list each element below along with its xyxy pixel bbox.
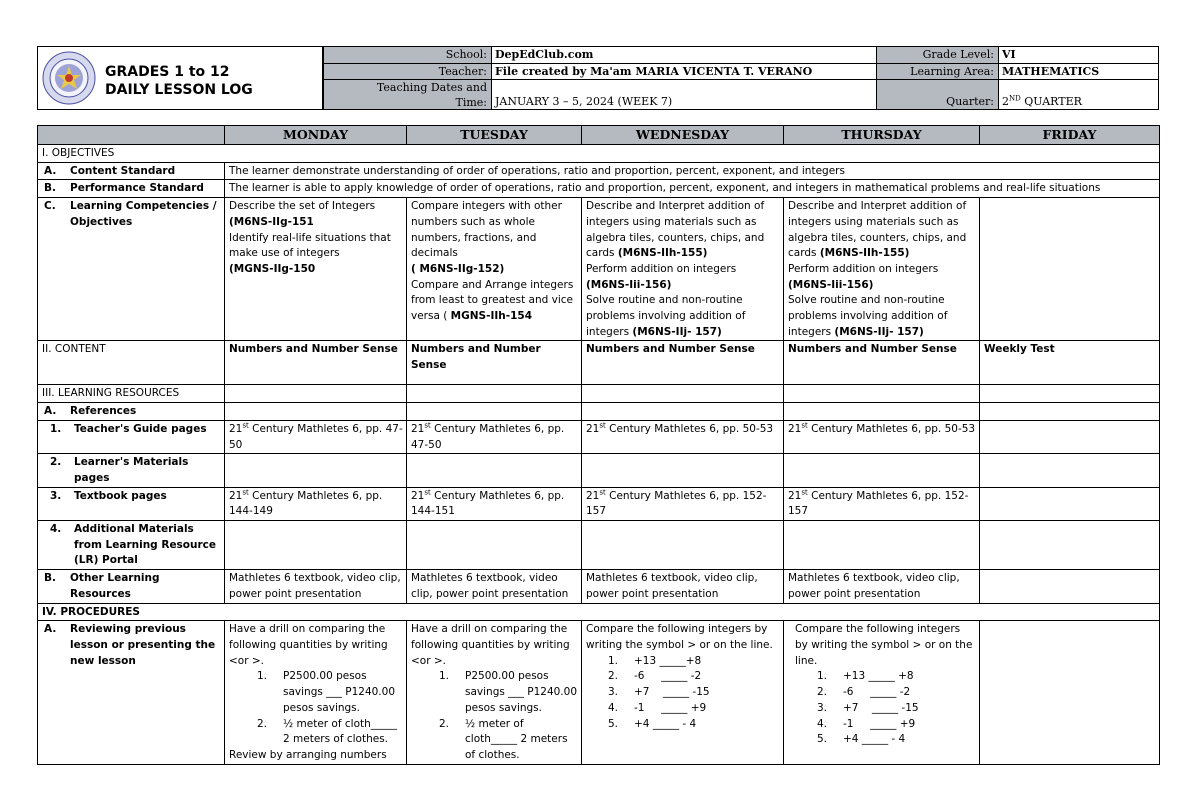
table-row — [38, 487, 1160, 520]
item-number: 5. — [817, 733, 828, 746]
empty-cell — [980, 570, 1160, 603]
list-item — [608, 669, 780, 685]
reference-text: Century Mathletes 6, pp. 144-149 — [229, 489, 383, 518]
reference-text: Century Mathletes 6, pp. 144-151 — [411, 489, 565, 518]
row-label-other-resources — [38, 570, 225, 603]
day-header-wednesday: WEDNESDAY — [582, 126, 784, 145]
row-label-reviewing — [38, 621, 225, 764]
row-label: Content Standard — [70, 164, 176, 177]
teachers-guide-monday — [225, 420, 407, 453]
competencies-monday — [225, 198, 407, 341]
competency-code: (M6NS-IIh-155) — [617, 247, 708, 260]
empty-cell — [582, 454, 784, 487]
competency-code: (M6NS-IIg-151 — [229, 215, 314, 228]
title-line-1: GRADES 1 to 12 — [105, 64, 230, 80]
dates-value: JANUARY 3 – 5, 2024 (WEEK 7) — [495, 95, 673, 108]
reference-text: Century Mathletes 6, pp. 50-53 — [807, 422, 976, 435]
row-label: Learner's Materials pages — [74, 456, 189, 484]
content-wednesday: Numbers and Number Sense — [582, 341, 784, 385]
table-row — [38, 521, 1160, 570]
teacher-label: Teacher: — [323, 64, 491, 79]
item-text: ½ meter of cloth_____ 2 meters of clothes. — [283, 717, 398, 746]
competency-text-part: Describe and Interpret addition of integers using materials such as algebra tiles, counters, chips, and cards — [788, 200, 967, 260]
learning-area-label: Learning Area: — [876, 64, 998, 79]
header-block — [37, 46, 1159, 110]
procedure-text: Review by arranging numbers — [229, 748, 387, 761]
header-title-cell — [38, 47, 323, 109]
list-item — [817, 685, 976, 701]
competency-code: (MGNS-IIg-150 — [229, 262, 316, 275]
edition-number: 21 — [586, 489, 600, 502]
edition-number: 21 — [586, 422, 600, 435]
grade-label: Grade Level: — [876, 47, 998, 63]
grade-value: VI — [1002, 48, 1016, 61]
other-resources-tuesday: Mathletes 6 textbook, video clip, power point presentation — [407, 570, 582, 603]
learning-area-value: MATHEMATICS — [1002, 65, 1100, 78]
competency-code: MGNS-IIh-154 — [450, 310, 533, 323]
divider — [876, 47, 877, 109]
other-resources-wednesday: Mathletes 6 textbook, video clip, power point presentation — [582, 570, 784, 603]
competency-text: Perform addition on integers — [788, 262, 939, 275]
row-label: References — [70, 405, 137, 418]
competency-text: Describe the set of Integers — [229, 200, 376, 213]
procedure-list — [586, 654, 780, 733]
content-friday: Weekly Test — [980, 341, 1160, 385]
item-number: 2. — [817, 686, 828, 699]
item-number: 1. — [817, 670, 828, 683]
procedure-intro: Have a drill on comparing the following quantities by writing <or >. — [229, 623, 388, 667]
edition-number: 21 — [229, 422, 243, 435]
item-number: 2. — [608, 670, 619, 683]
row-label: Additional Materials from Learning Resource (LR) Portal — [74, 523, 217, 567]
table-row — [38, 603, 1160, 621]
empty-cell — [980, 521, 1160, 570]
row-number: 3. — [50, 489, 62, 502]
ordinal-suffix: st — [599, 421, 606, 430]
reference-text: Century Mathletes 6, pp. 47-50 — [229, 422, 403, 451]
row-number: 4. — [50, 523, 62, 536]
row-label-content-standard — [38, 162, 225, 180]
item-text: -1 _____ +9 — [843, 717, 916, 730]
title-line-2: DAILY LESSON LOG — [105, 82, 253, 98]
day-header-row — [38, 126, 1160, 145]
list-item — [817, 732, 976, 748]
table-row — [38, 454, 1160, 487]
item-number: 2. — [257, 717, 268, 730]
teachers-guide-tuesday — [407, 420, 582, 453]
competency-text — [586, 199, 780, 262]
competency-text: Identify real-life situations that make use of integers — [229, 231, 391, 260]
table-row — [38, 420, 1160, 453]
empty-cell — [980, 420, 1160, 453]
page-title — [105, 63, 253, 99]
item-number: 5. — [608, 717, 619, 730]
content-monday: Numbers and Number Sense — [225, 341, 407, 385]
empty-cell — [784, 385, 980, 403]
list-item — [257, 669, 403, 716]
empty-cell — [407, 385, 582, 403]
empty-cell — [980, 385, 1160, 403]
item-number: 3. — [817, 701, 828, 714]
list-item — [608, 717, 780, 733]
ordinal-suffix: st — [801, 421, 808, 430]
ordinal-suffix: st — [599, 488, 606, 497]
table-row — [38, 403, 1160, 421]
table-row — [38, 145, 1160, 163]
row-label: Learning Competencies / Objectives — [70, 200, 217, 228]
competency-code: (M6NS-IIj- 157) — [834, 325, 924, 338]
item-text: P2500.00 pesos savings ___ P1240.00 pesos savings. — [283, 670, 396, 714]
day-header-monday: MONDAY — [225, 126, 407, 145]
reviewing-thursday — [784, 621, 980, 764]
item-number: 1. — [439, 670, 450, 683]
item-number: 1. — [608, 654, 619, 667]
day-header-tuesday: TUESDAY — [407, 126, 582, 145]
edition-number: 21 — [229, 489, 243, 502]
empty-cell — [225, 454, 407, 487]
reference-text: Century Mathletes 6, pp. 152-157 — [586, 489, 767, 518]
empty-cell — [225, 521, 407, 570]
procedure-list — [795, 669, 976, 748]
item-text: +13 _____+8 — [634, 654, 702, 667]
other-resources-thursday: Mathletes 6 textbook, video clip, power point presentation — [784, 570, 980, 603]
item-text: +13 _____ +8 — [843, 670, 914, 683]
row-label: Teacher's Guide pages — [74, 422, 207, 435]
reference-text: Century Mathletes 6, pp. 152-157 — [788, 489, 969, 518]
competencies-thursday — [784, 198, 980, 341]
empty-cell — [980, 487, 1160, 520]
content-thursday: Numbers and Number Sense — [784, 341, 980, 385]
reviewing-wednesday — [582, 621, 784, 764]
day-header-thursday: THURSDAY — [784, 126, 980, 145]
list-item — [608, 654, 780, 670]
table-row — [38, 162, 1160, 180]
list-item — [817, 717, 976, 733]
dates-label-line-2: Time: — [455, 96, 487, 109]
section-heading-objectives: I. OBJECTIVES — [38, 145, 1160, 163]
edition-number: 21 — [411, 489, 425, 502]
section-heading-content: II. CONTENT — [38, 341, 225, 385]
quarter-label: Quarter: — [876, 80, 998, 109]
procedure-intro: Compare the following integers by writing the symbol > or on the line. — [795, 623, 973, 667]
row-label: Other Learning Resources — [70, 572, 160, 600]
empty-cell — [407, 403, 582, 421]
blank-header-cell — [38, 126, 225, 145]
empty-cell — [980, 621, 1160, 764]
teachers-guide-thursday — [784, 420, 980, 453]
table-row — [38, 570, 1160, 603]
performance-standard-text: The learner is able to apply knowledge of order of operations, ratio and proportion, percent, exponent, and integers in mathematical problems and real-life situations — [225, 180, 1160, 198]
competency-text — [788, 199, 976, 262]
row-label-competencies — [38, 198, 225, 341]
competencies-friday — [980, 198, 1160, 341]
header-info-grid — [323, 47, 1158, 109]
item-text: +7 _____ -15 — [634, 686, 710, 699]
empty-cell — [582, 403, 784, 421]
reference-text: Century Mathletes 6, pp. 50-53 — [605, 422, 774, 435]
empty-cell — [582, 385, 784, 403]
edition-number: 21 — [788, 422, 802, 435]
competency-code: (M6NS-Iii-156) — [586, 278, 672, 291]
divider — [323, 79, 1158, 80]
divider — [491, 47, 492, 109]
item-text: P2500.00 pesos savings ___ P1240.00 pesos savings. — [465, 670, 578, 714]
reviewing-monday — [225, 621, 407, 764]
row-number: 2. — [50, 456, 62, 469]
edition-number: 21 — [411, 422, 425, 435]
list-item — [439, 717, 578, 764]
textbook-monday — [225, 487, 407, 520]
ordinal-suffix: st — [801, 488, 808, 497]
dates-label — [323, 80, 491, 109]
empty-cell — [784, 521, 980, 570]
empty-cell — [582, 521, 784, 570]
row-number: A. — [44, 164, 57, 177]
list-item — [608, 701, 780, 717]
competency-text-part: Describe and Interpret addition of integers using materials such as algebra tiles, counters, chips, and cards — [586, 200, 765, 260]
section-heading-procedures: IV. PROCEDURES — [38, 603, 1160, 621]
textbook-tuesday — [407, 487, 582, 520]
empty-cell — [225, 403, 407, 421]
competency-text: Perform addition on integers — [586, 262, 737, 275]
empty-cell — [784, 403, 980, 421]
competency-text-part: Compare and Arrange integers from least to greatest and vice versa ( — [411, 278, 574, 323]
row-label-performance-standard — [38, 180, 225, 198]
reviewing-tuesday — [407, 621, 582, 764]
row-label: Reviewing previous lesson or presenting the new lesson — [70, 623, 216, 667]
empty-cell — [407, 454, 582, 487]
row-label-textbook — [38, 487, 225, 520]
item-number: 4. — [608, 701, 619, 714]
row-number: B. — [44, 572, 56, 585]
school-label: School: — [323, 47, 491, 63]
ordinal-suffix: st — [424, 488, 431, 497]
row-number: 1. — [50, 422, 62, 435]
reference-text: Century Mathletes 6, pp. 47-50 — [411, 422, 565, 451]
item-number: 4. — [817, 717, 828, 730]
edition-number: 21 — [788, 489, 802, 502]
table-row — [38, 341, 1160, 385]
row-label: Textbook pages — [74, 489, 167, 502]
divider — [323, 47, 324, 109]
textbook-wednesday — [582, 487, 784, 520]
item-text: +7 _____ -15 — [843, 701, 919, 714]
divider — [323, 63, 1158, 64]
ordinal-suffix: st — [242, 488, 249, 497]
row-number: C. — [44, 200, 56, 213]
deped-seal-icon — [42, 51, 96, 105]
table-row — [38, 385, 1160, 403]
empty-cell — [784, 454, 980, 487]
competencies-tuesday — [407, 198, 582, 341]
table-row — [38, 621, 1160, 764]
empty-cell — [980, 454, 1160, 487]
competency-code: (M6NS-IIh-155) — [819, 247, 910, 260]
row-label-additional-materials — [38, 521, 225, 570]
row-label-learners-materials — [38, 454, 225, 487]
competencies-wednesday — [582, 198, 784, 341]
teacher-value: File created by Ma'am MARIA VICENTA T. VERANO — [495, 65, 813, 78]
procedure-intro: Compare the following integers by writing the symbol > or on the line. — [586, 623, 773, 651]
competency-text-part: Solve routine and non-routine problems involving addition of integers — [788, 294, 948, 338]
competency-code: (M6NS-Iii-156) — [788, 278, 874, 291]
section-heading-resources: III. LEARNING RESOURCES — [38, 385, 225, 403]
empty-cell — [980, 403, 1160, 421]
competency-text — [411, 278, 578, 325]
list-item — [608, 685, 780, 701]
competency-text — [788, 293, 976, 340]
item-text: -6 _____ -2 — [634, 670, 702, 683]
row-label: Performance Standard — [70, 182, 204, 195]
competency-code: (M6NS-IIj- 157) — [632, 325, 722, 338]
item-number: 3. — [608, 686, 619, 699]
item-number: 2. — [439, 717, 450, 730]
divider — [998, 47, 999, 109]
row-number: B. — [44, 182, 56, 195]
ordinal-suffix: st — [242, 421, 249, 430]
quarter-number: 2 — [1002, 95, 1009, 108]
item-text: -6 _____ -2 — [843, 686, 911, 699]
teachers-guide-wednesday — [582, 420, 784, 453]
competency-text — [586, 293, 780, 340]
table-row — [38, 198, 1160, 341]
quarter-value — [998, 80, 1158, 109]
item-number: 1. — [257, 670, 268, 683]
content-standard-text: The learner demonstrate understanding of order of operations, ratio and proportion, percent, exponent, and integers — [225, 162, 1160, 180]
list-item — [817, 669, 976, 685]
row-label-teachers-guide — [38, 420, 225, 453]
list-item — [257, 717, 403, 748]
list-item — [817, 701, 976, 717]
dates-label-line-1: Teaching Dates and — [376, 81, 487, 94]
procedure-list — [411, 669, 578, 763]
item-text: +4 _____ - 4 — [843, 733, 906, 746]
row-number: A. — [44, 405, 57, 418]
competency-code: ( M6NS-IIg-152) — [411, 262, 505, 275]
quarter-word: QUARTER — [1020, 95, 1082, 108]
lesson-log-table — [37, 125, 1160, 765]
ordinal-suffix: st — [424, 421, 431, 430]
procedure-intro: Have a drill on comparing the following quantities by writing <or >. — [411, 623, 570, 667]
item-text: -1 _____ +9 — [634, 701, 707, 714]
item-text: ½ meter of cloth_____ 2 meters of clothes. — [465, 717, 568, 761]
day-header-friday: FRIDAY — [980, 126, 1160, 145]
item-text: +4 _____ - 4 — [634, 717, 697, 730]
textbook-thursday — [784, 487, 980, 520]
row-label-references — [38, 403, 225, 421]
empty-cell — [225, 385, 407, 403]
procedure-list — [229, 669, 403, 748]
table-row — [38, 180, 1160, 198]
other-resources-monday: Mathletes 6 textbook, video clip, power point presentation — [225, 570, 407, 603]
competency-text: Compare integers with other numbers such as whole numbers, fractions, and decimals — [411, 200, 562, 260]
quarter-suffix: ND — [1009, 94, 1021, 103]
content-tuesday: Numbers and Number Sense — [407, 341, 582, 385]
empty-cell — [407, 521, 582, 570]
school-value: DepEdClub.com — [495, 48, 594, 61]
row-number: A. — [44, 623, 57, 636]
competency-text-part: Solve routine and non-routine problems involving addition of integers — [586, 294, 746, 338]
list-item — [439, 669, 578, 716]
